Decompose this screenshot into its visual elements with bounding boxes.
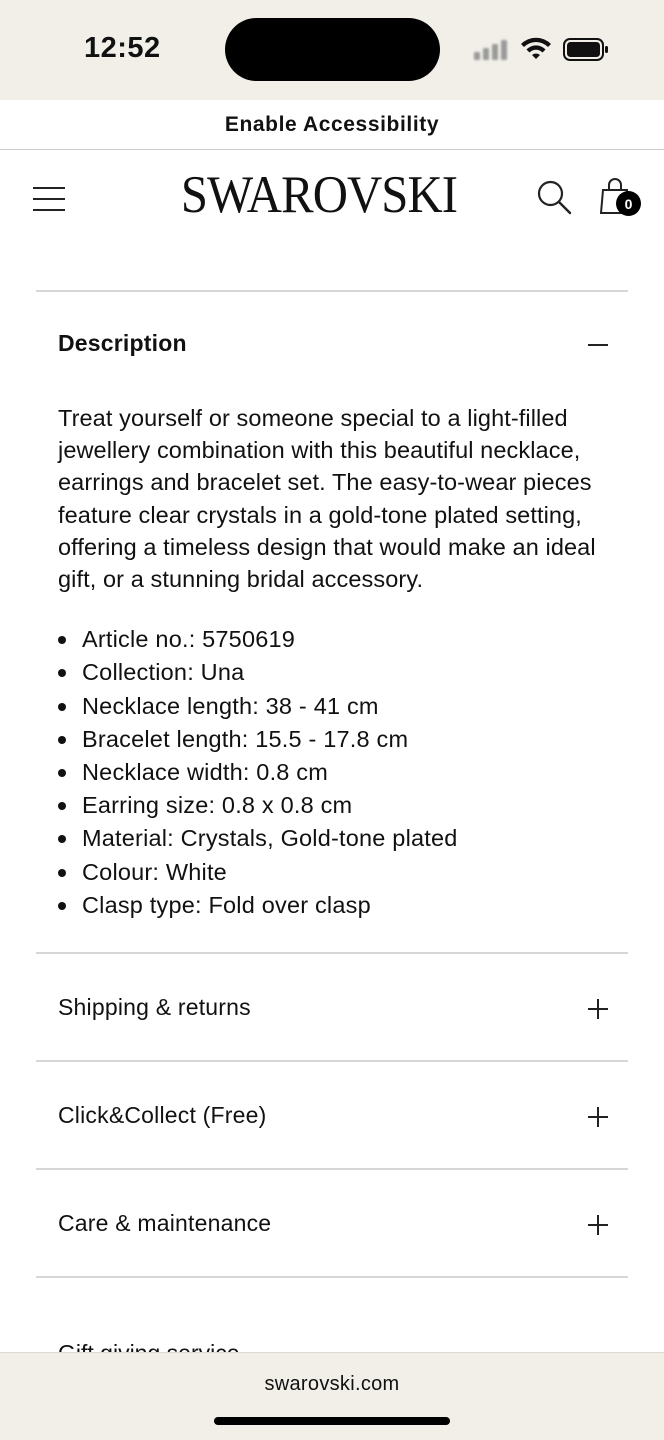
care-maintenance-section [36, 1168, 628, 1276]
shipping-returns-header[interactable] [36, 954, 628, 1060]
plus-icon[interactable] [588, 999, 608, 1019]
spec-material: Material: Crystals, Gold-tone plated [58, 822, 606, 855]
status-bar [0, 0, 664, 100]
spec-article-number: Article no.: 5750619 [58, 623, 606, 656]
click-collect-section [36, 1060, 628, 1168]
click-collect-title: Click&Collect (Free) [58, 1101, 267, 1128]
description-header[interactable] [36, 292, 628, 394]
click-collect-header[interactable] [36, 1062, 628, 1168]
spec-earring-size: Earring size: 0.8 x 0.8 cm [58, 789, 606, 822]
spec-necklace-width: Necklace width: 0.8 cm [58, 756, 606, 789]
spec-list [58, 623, 606, 922]
cellular-signal-icon [474, 38, 510, 60]
home-indicator[interactable] [214, 1417, 450, 1425]
spec-necklace-length: Necklace length: 38 - 41 cm [58, 690, 606, 723]
spec-colour: Colour: White [58, 856, 606, 889]
product-details-accordion [36, 290, 628, 1278]
hamburger-menu-icon[interactable] [33, 187, 65, 211]
next-section-divider [36, 1276, 628, 1278]
description-title: Description [58, 329, 187, 356]
shipping-returns-section [36, 952, 628, 1060]
swarovski-logo[interactable]: SWAROVSKI [180, 166, 458, 224]
battery-icon [563, 38, 609, 61]
spec-clasp-type: Clasp type: Fold over clasp [58, 889, 606, 922]
description-body [36, 394, 628, 952]
enable-accessibility-label: Enable Accessibility [224, 112, 440, 136]
browser-bar [0, 1352, 664, 1440]
site-header [0, 151, 664, 246]
care-maintenance-title: Care & maintenance [58, 1209, 272, 1236]
shipping-returns-title: Shipping & returns [58, 993, 251, 1020]
search-icon[interactable] [536, 179, 572, 215]
cart-count-badge: 0 [616, 191, 641, 216]
plus-icon[interactable] [588, 1107, 608, 1127]
plus-icon[interactable] [588, 1215, 608, 1235]
enable-accessibility-bar[interactable] [0, 100, 664, 150]
url-label[interactable]: swarovski.com [264, 1373, 400, 1395]
minus-icon[interactable] [588, 335, 608, 355]
dynamic-island [225, 18, 440, 81]
description-text: Treat yourself or someone special to a light-filled jewellery combination with this beautiful necklace, earrings and bracelet set. The easy-to-wear pieces feature clear crystals in a gold-tone plated setting, offering a timeless design that would make an ideal gift, or a stunning bridal accessory. [58, 405, 596, 593]
care-maintenance-header[interactable] [36, 1170, 628, 1276]
spec-bracelet-length: Bracelet length: 15.5 - 17.8 cm [58, 723, 606, 756]
description-section [36, 290, 628, 952]
spec-collection: Collection: Una [58, 656, 606, 689]
wifi-icon [520, 36, 552, 62]
status-time: 12:52 [84, 32, 161, 64]
